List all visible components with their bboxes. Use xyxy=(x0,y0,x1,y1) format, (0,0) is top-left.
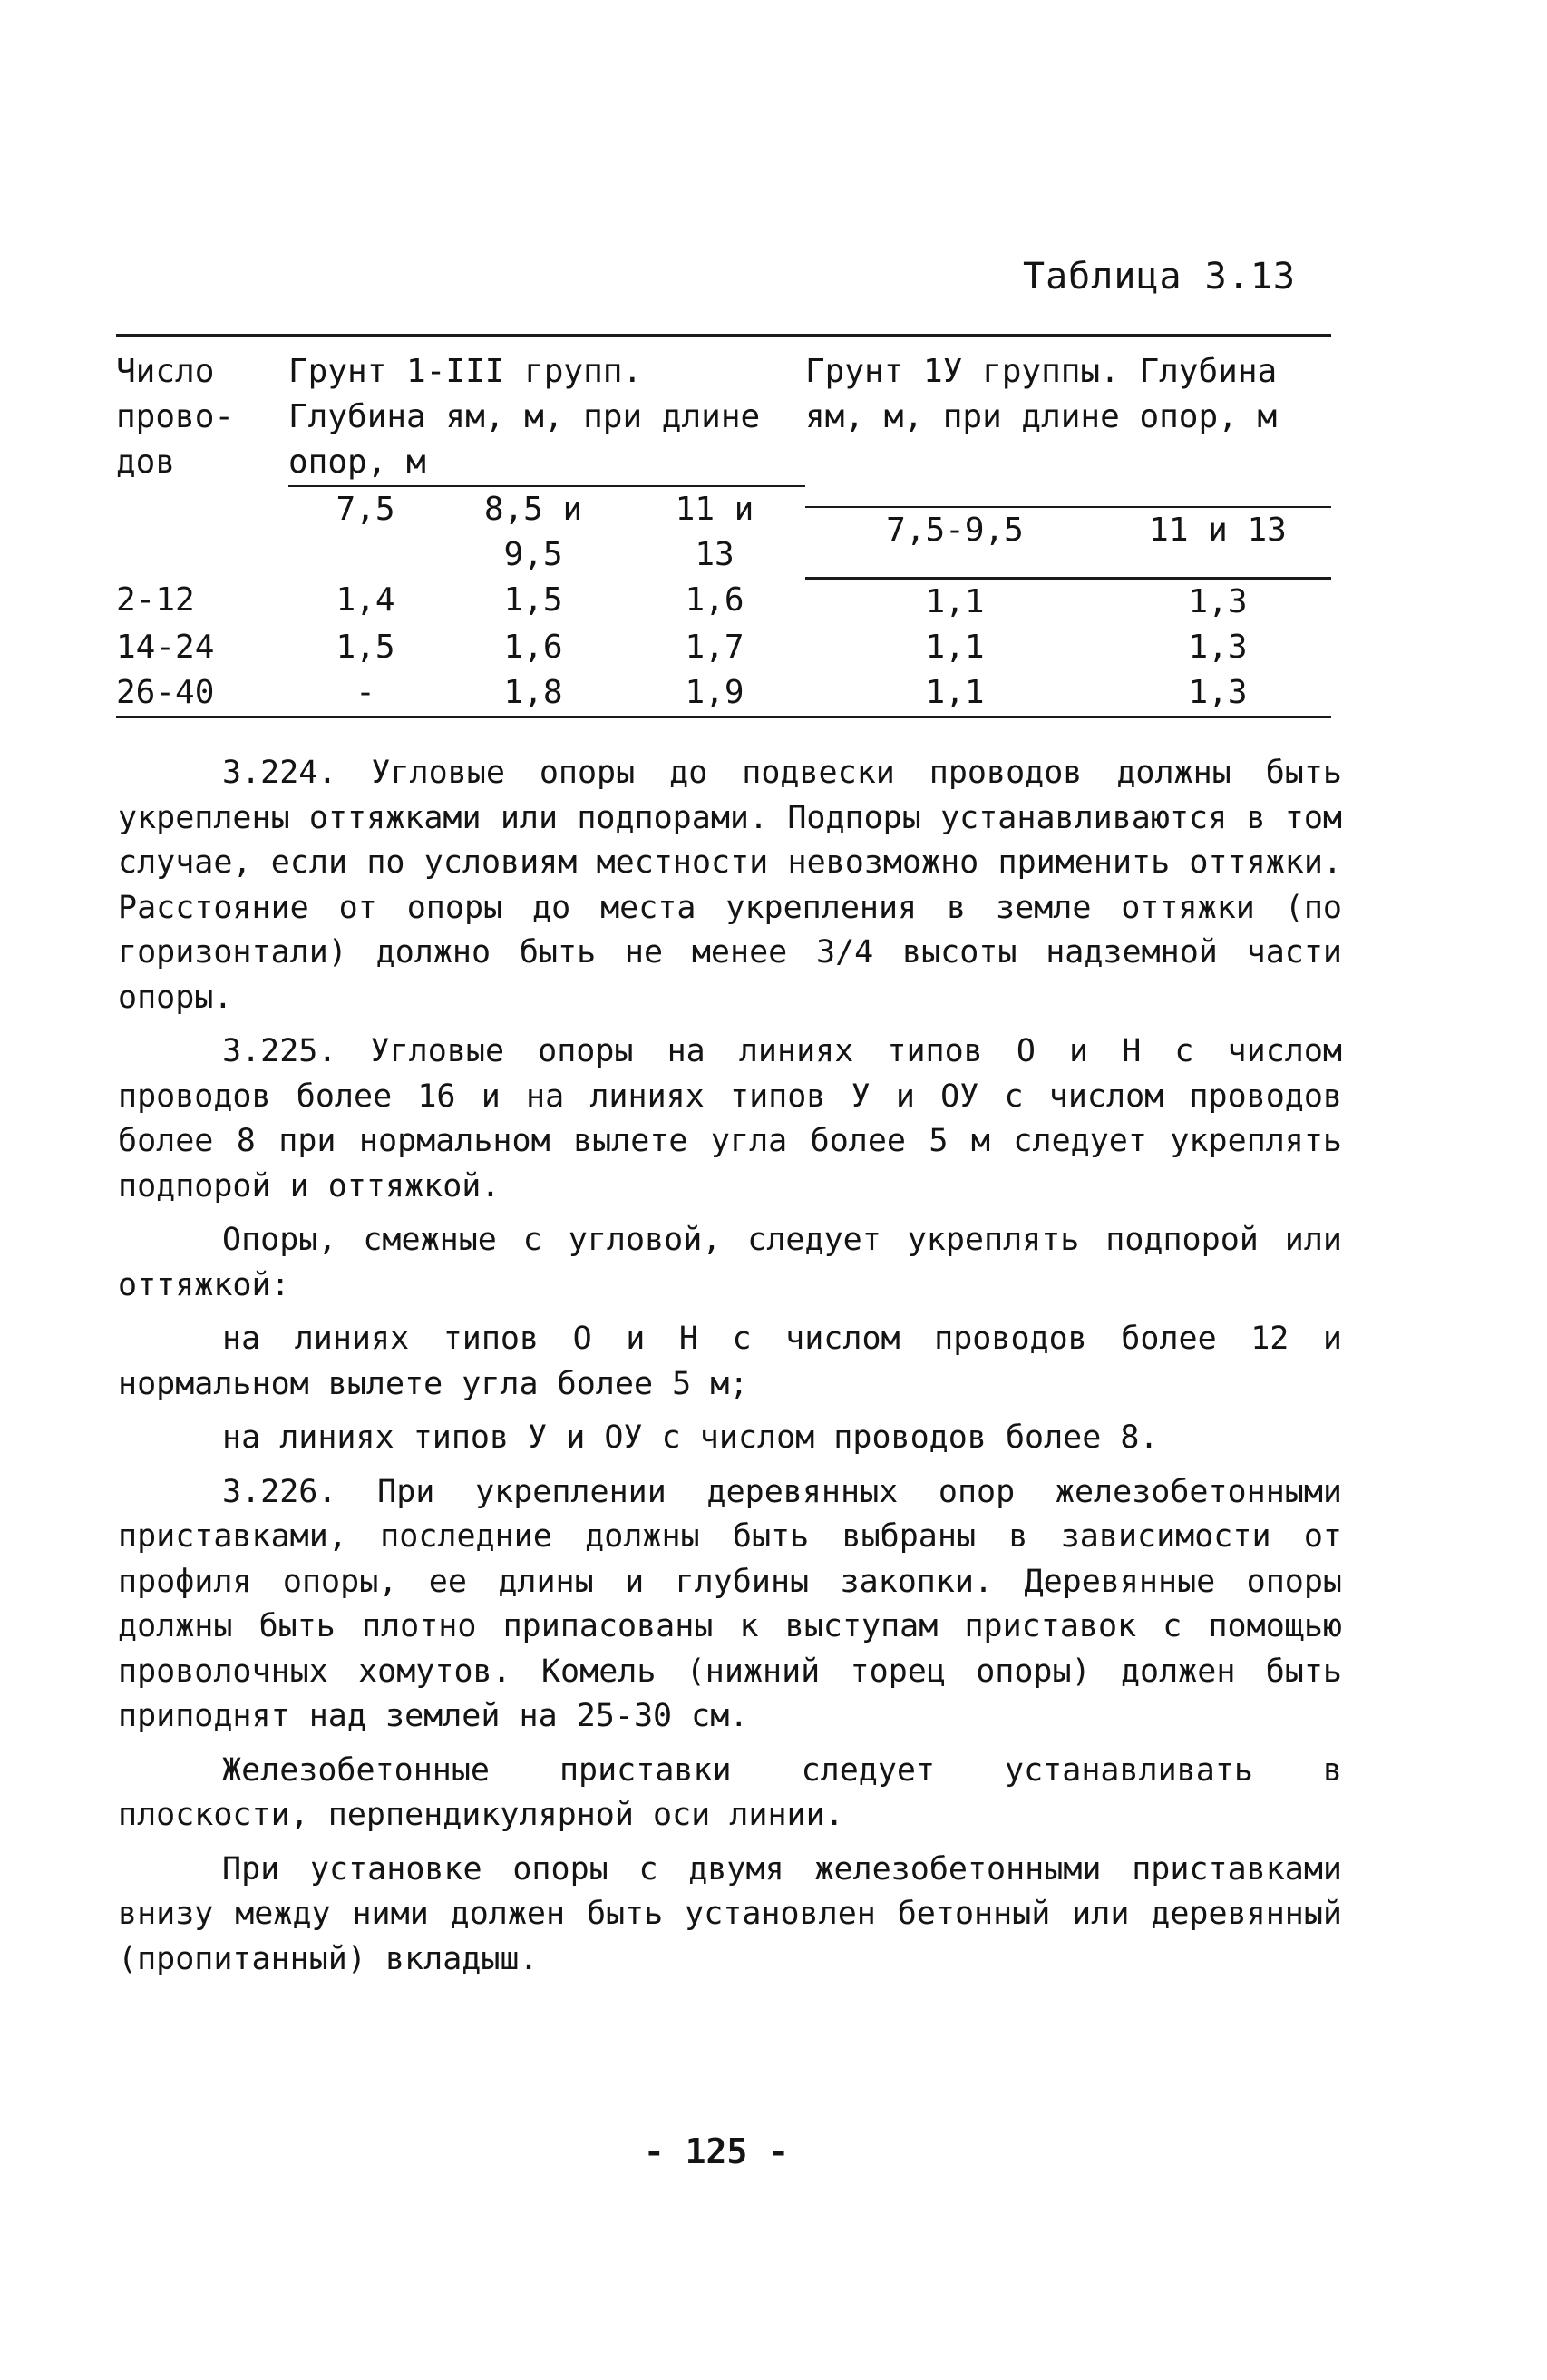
table-row: 14-24 1,5 1,6 1,7 1,1 1,3 xyxy=(116,628,1248,666)
header-soil-group-1-3: Грунт 1-III групп. Глубина ям, м, при длине опор, м xyxy=(288,353,761,481)
subheader-7-5: 7,5 xyxy=(288,486,443,578)
subheader-11-13: 11 и 13 xyxy=(624,486,805,578)
subheader-11-13-group4: 11 и 13 xyxy=(1104,507,1331,578)
table-row: 2-12 1,4 1,5 1,6 1,1 1,3 xyxy=(116,581,1248,620)
paragraph-3-225: 3.225. Угловые опоры на линиях типов О и Н с числом проводов более 16 и на линиях типов У и ОУ с числом проводов более 8 при нормальном вылете угла более 5 м следует укреплять подпорой и оттяжкой. xyxy=(118,1033,1342,1205)
paragraph-two-extensions: При установке опоры с двумя железобетонными приставками внизу между ними должен быть установлен бетонный или деревянный (пропитанный) вкладыш. xyxy=(118,1850,1342,1977)
paragraph-adjacent-supports: Опоры, смежные с угловой, следует укреплять подпорой или оттяжкой: xyxy=(118,1222,1342,1303)
depth-table xyxy=(116,334,1331,718)
header-soil-group-4: Грунт 1У группы. Глубина ям, м, при длине опор, м xyxy=(805,353,1278,435)
header-wire-count: Число прово-дов xyxy=(116,353,235,481)
subheader-7-5-9-5: 7,5-9,5 xyxy=(805,507,1104,578)
page-number: - 125 - xyxy=(643,2131,790,2171)
table-row: 26-40 - 1,8 1,9 1,1 1,3 xyxy=(116,673,1248,711)
subheader-8-5-9-5: 8,5 и 9,5 xyxy=(443,486,624,578)
paragraph-3-224: 3.224. Угловые опоры до подвески проводов должны быть укреплены оттяжками или подпорами. Подпоры устанавливаются в том случае, если по условиям местности невозможно применить оттяжки. Расстояние от опоры до места укрепления в земле оттяжки (по горизонтали) должно быть не менее 3/4 высоты надземной части опоры. xyxy=(118,755,1342,1016)
body-text xyxy=(118,751,1342,1982)
table-caption: Таблица 3.13 xyxy=(1023,256,1296,298)
paragraph-3-226: 3.226. При укреплении деревянных опор железобетонными приставками, последние должны быть выбраны в зависимости от профиля опоры, ее длины и глубины закопки. Деревянные опоры должны быть плотно припасованы к выступам приставок с помощью проволочных хомутов. Комель (нижний торец опоры) должен быть приподнят над землей на 25-30 см. xyxy=(118,1473,1342,1734)
list-item: на линиях типов У и ОУ с числом проводов более 8. xyxy=(222,1419,1159,1456)
list-item: на линиях типов О и Н с числом проводов более 12 и нормальном вылете угла более 5 м; xyxy=(118,1321,1342,1402)
paragraph-concrete-extensions: Железобетонные приставки следует устанавливать в плоскости, перпендикулярной оси линии. xyxy=(118,1751,1342,1833)
